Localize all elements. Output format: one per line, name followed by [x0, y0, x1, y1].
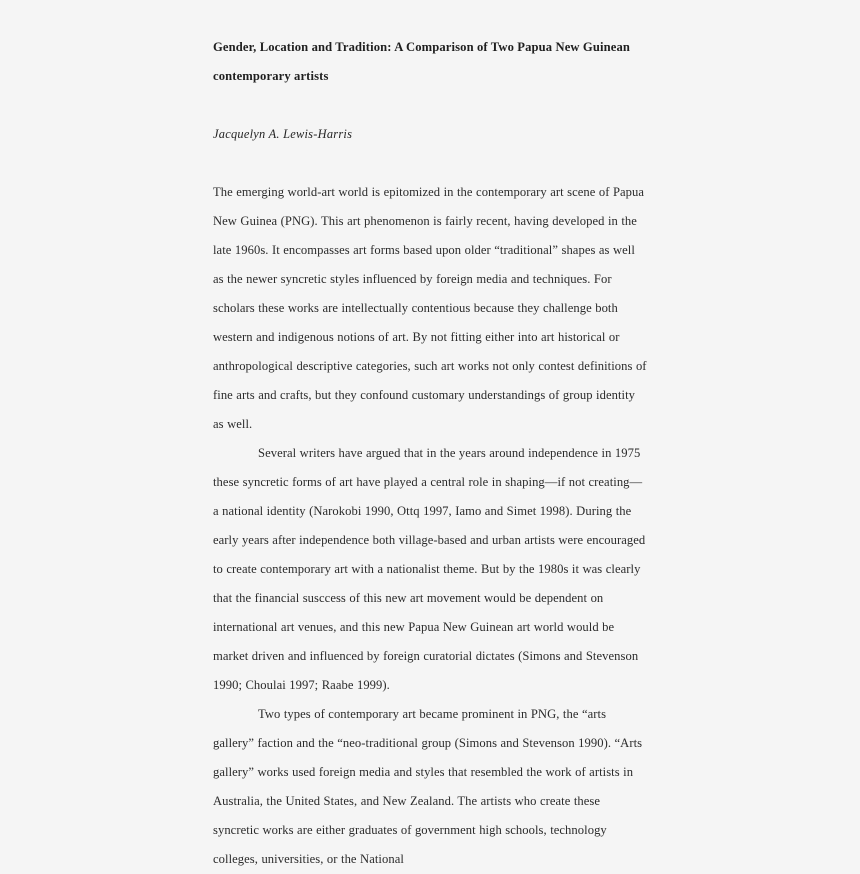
page-title: Gender, Location and Tradition: A Comparison of Two Papua New Guinean contemporary artists	[213, 40, 631, 83]
body-paragraph: Two types of contemporary art became prominent in PNG, the “arts gallery” faction and the “neo-traditional group (Simons and Stevenson 1990). “Arts gallery” works used foreign media and styles that resembled the work of artists in Australia, the United States, and New Zealand. The artists who create these syncretic works are either graduates of government high schools, technology colleges, universities, or the National	[213, 707, 643, 866]
body-text	[213, 149, 647, 874]
author-byline: Jacquelyn A. Lewis-Harris	[213, 127, 353, 141]
body-paragraph: The emerging world-art world is epitomized in the contemporary art scene of Papua New Guinea (PNG). This art phenomenon is fairly recent, having developed in the late 1960s. It encompasses art forms based upon older “traditional” shapes as well as the newer syncretic styles influenced by foreign media and techniques. For scholars these works are intellectually contentious because they challenge both western and indigenous notions of art. By not fitting either into art historical or anthropological descriptive categories, such art works not only contest definitions of fine arts and crafts, but they confound customary understandings of group identity as well.	[213, 185, 647, 431]
body-paragraph: Several writers have argued that in the years around independence in 1975 these syncretic forms of art have played a central role in shaping—if not creating—a national identity (Narokobi 1990, Ottq 1997, Iamo and Simet 1998). During the early years after independence both village-based and urban artists were encouraged to create contemporary art with a nationalist theme. But by the 1980s it was clearly that the financial susccess of this new art movement would be dependent on international art venues, and this new Papua New Guinean art world would be market driven and influenced by foreign curatorial dictates (Simons and Stevenson 1990; Choulai 1997; Raabe 1999).	[213, 446, 646, 692]
text-column	[213, 0, 647, 874]
